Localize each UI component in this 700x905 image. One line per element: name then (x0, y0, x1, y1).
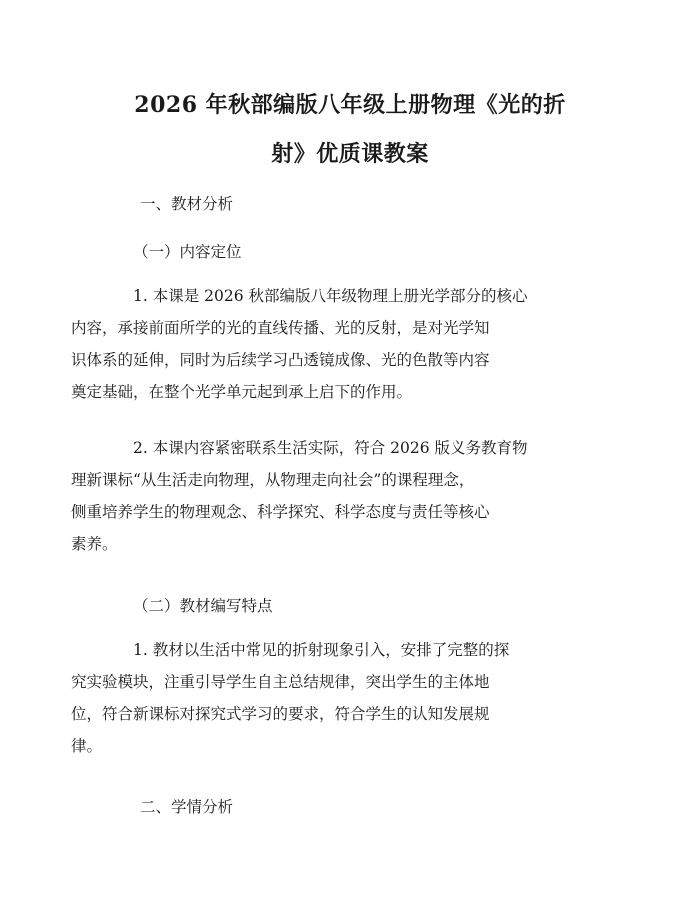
paragraph-line: 律。 (71, 737, 103, 755)
document-title-line-2: 射》优质课教案 (271, 141, 429, 167)
paragraph-content-positioning-2 (71, 432, 598, 560)
section-heading-textbook-analysis: 一、教材分析 (140, 195, 234, 213)
paragraph-line: 侧重培养学生的物理观念、科学探究、科学态度与责任等核心 (71, 503, 490, 521)
paragraph-line: 2. 本课内容紧密联系生活实际，符合 2026 版义务教育物 (133, 439, 528, 457)
paragraph-textbook-features-1 (71, 634, 598, 762)
paragraph-line: 识体系的延伸，同时为后续学习凸透镜成像、光的色散等内容 (71, 351, 490, 369)
paragraph-line: 内容，承接前面所学的光的直线传播、光的反射，是对光学知 (71, 319, 490, 337)
paragraph-line: 理新课标“从生活走向物理，从物理走向社会”的课程理念， (71, 471, 475, 489)
subsection-heading-content-positioning: （一）内容定位 (133, 243, 242, 261)
paragraph-content-positioning-1 (71, 280, 598, 408)
paragraph-line: 1. 教材以生活中常见的折射现象引入，安排了完整的探 (133, 641, 510, 659)
paragraph-line: 奠定基础，在整个光学单元起到承上启下的作用。 (71, 383, 413, 401)
subsection-heading-textbook-features: （二）教材编写特点 (133, 597, 273, 615)
paragraph-line: 1. 本课是 2026 秋部编版八年级物理上册光学部分的核心 (133, 287, 528, 305)
document-title-line-1: 2026 年秋部编版八年级上册物理《光的折 (134, 92, 566, 118)
paragraph-line: 素养。 (71, 535, 118, 553)
paragraph-line: 位，符合新课标对探究式学习的要求，符合学生的认知发展规 (71, 705, 490, 723)
section-heading-student-analysis: 二、学情分析 (140, 798, 234, 816)
paragraph-line: 究实验模块，注重引导学生自主总结规律，突出学生的主体地 (71, 673, 490, 691)
